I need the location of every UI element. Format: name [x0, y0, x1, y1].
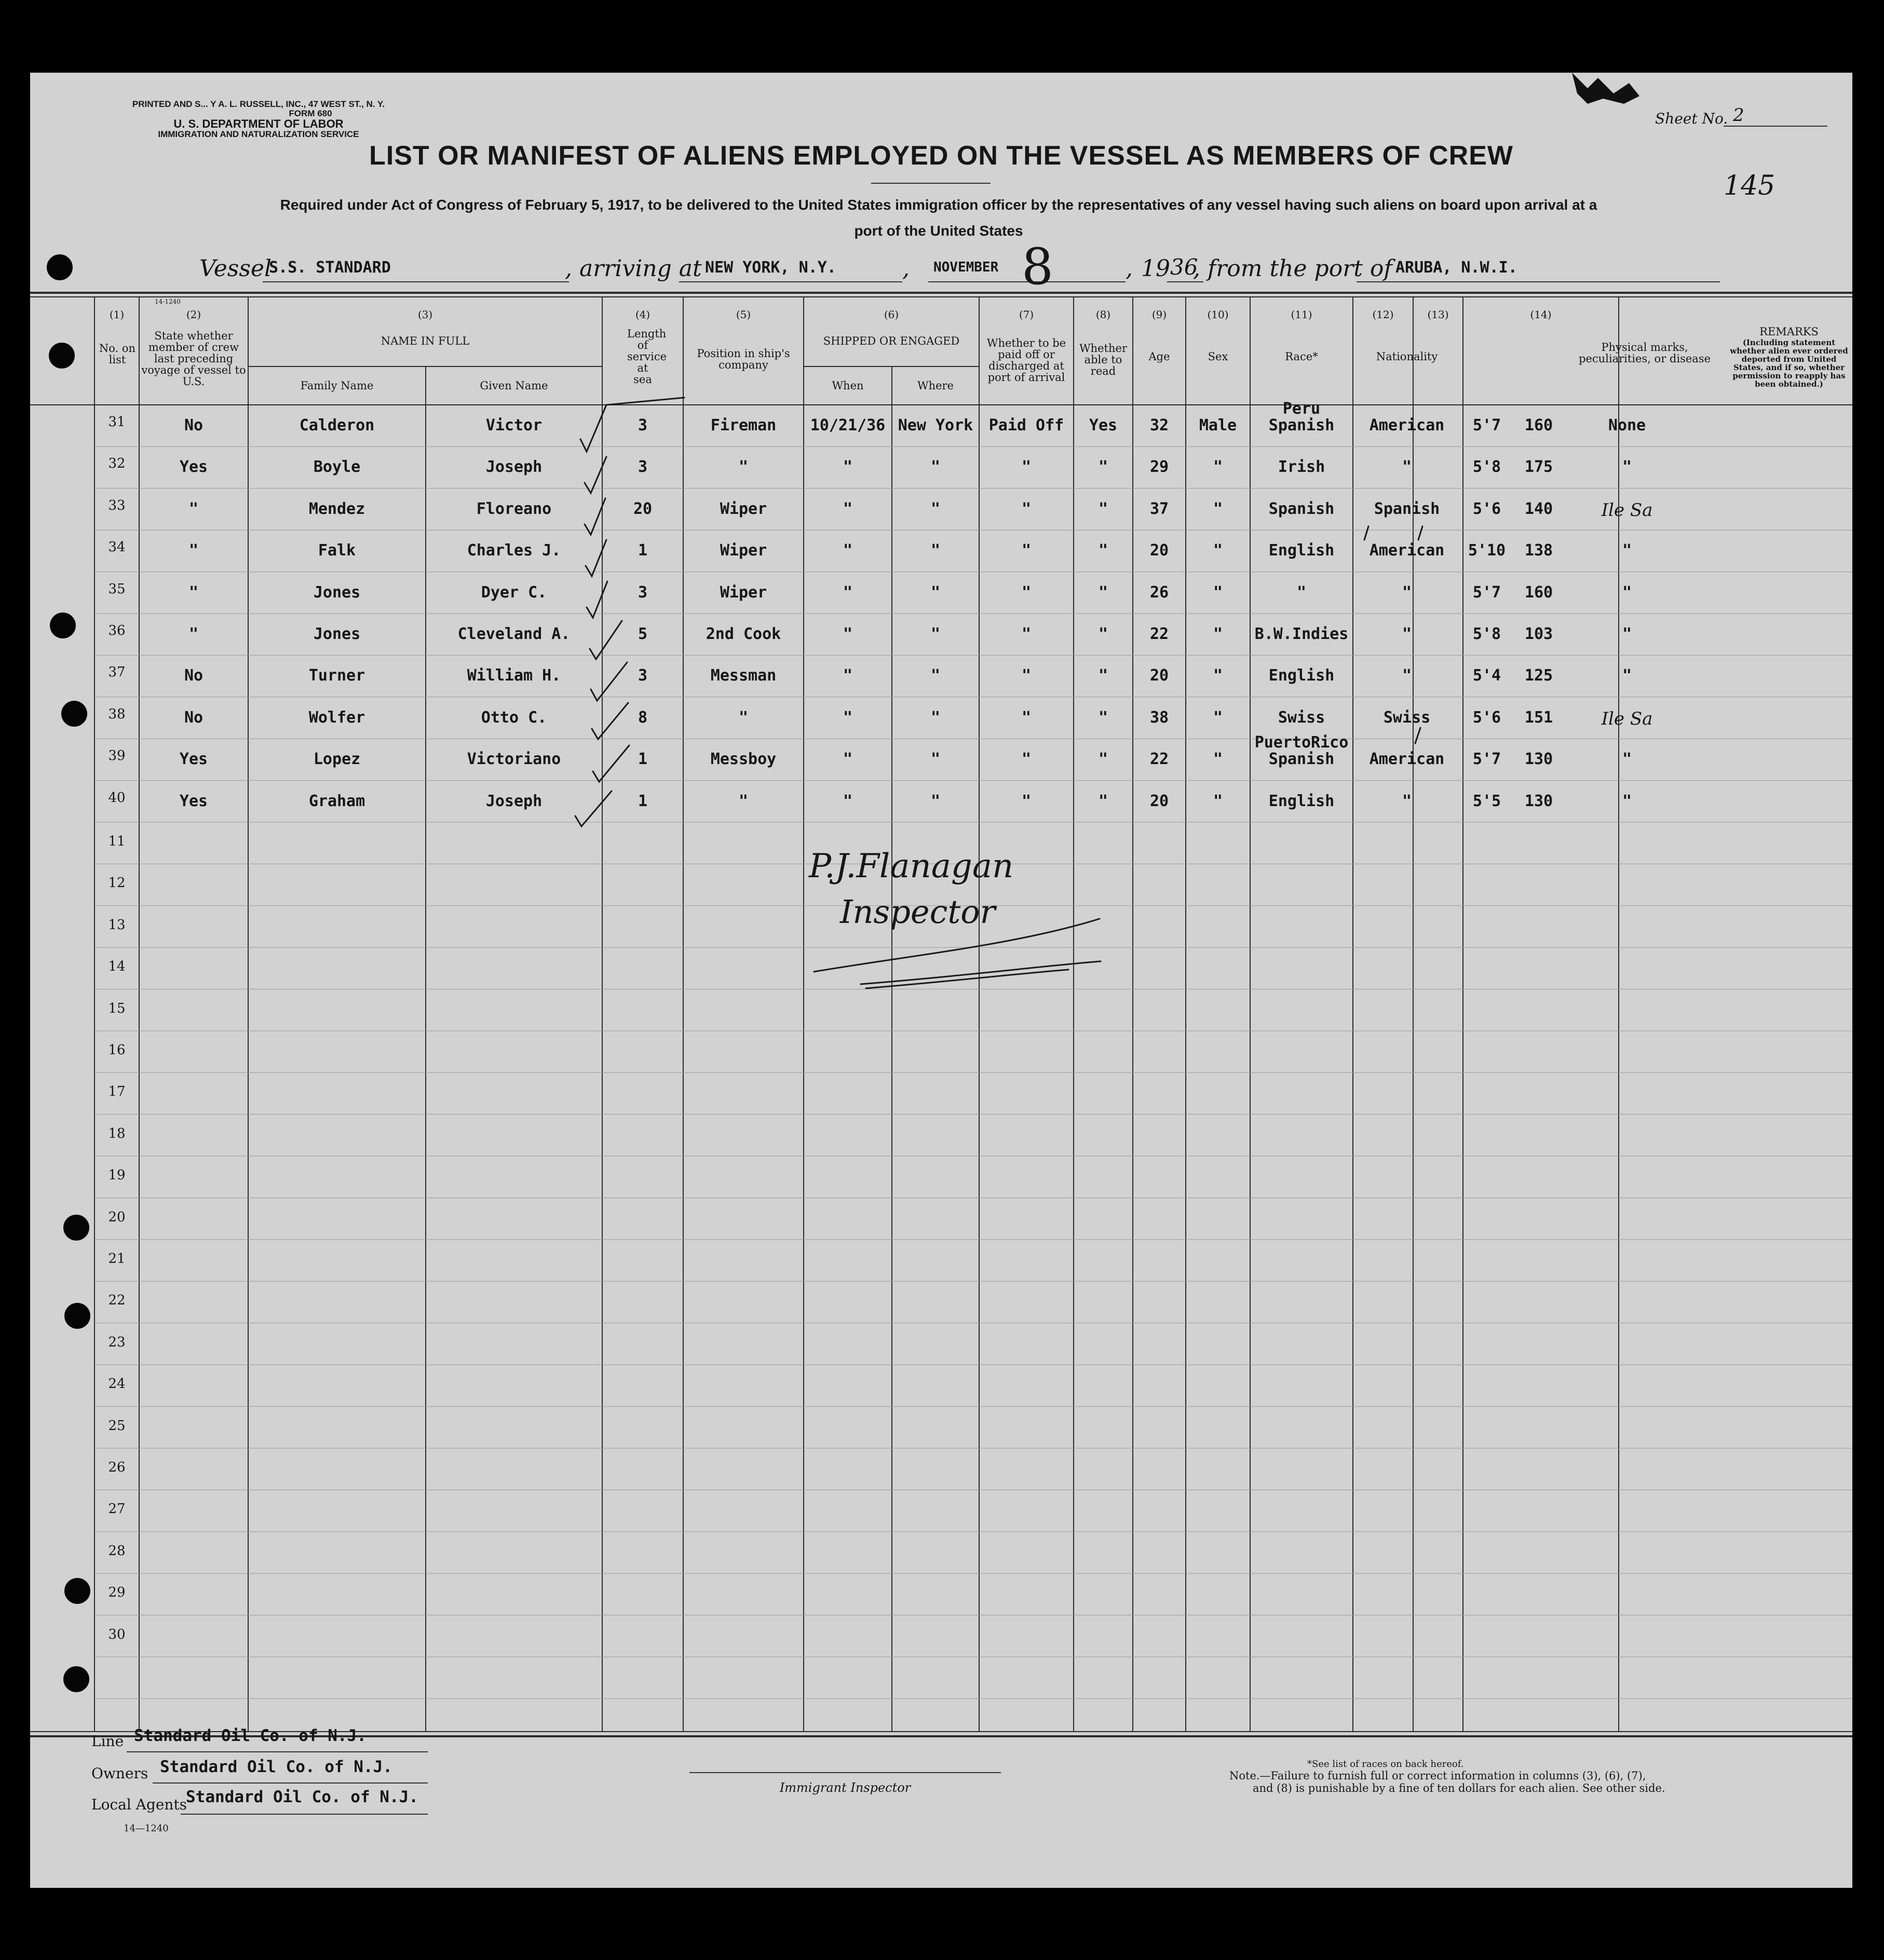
form-code: 14—1240: [124, 1823, 169, 1834]
service-length: 3: [638, 458, 648, 477]
col-num-13: (13): [1427, 308, 1449, 321]
given-name: Dyer C.: [481, 583, 547, 602]
form-code-top: 14-1240: [155, 298, 181, 305]
physical-marks: ": [1622, 583, 1632, 602]
col-num-10: (10): [1207, 308, 1229, 321]
punch-hole: [63, 1215, 89, 1241]
paid-off: ": [1021, 792, 1032, 810]
age: 32: [1149, 416, 1169, 434]
empty-row-number: 27: [108, 1501, 126, 1517]
port-underline: [1357, 281, 1720, 282]
punch-hole: [47, 254, 73, 280]
family-name: Wolfer: [308, 708, 365, 727]
paid-off: ": [1021, 666, 1032, 685]
age: 29: [1149, 458, 1169, 477]
empty-row-number: 16: [108, 1042, 126, 1058]
header-physical: Physical marks, peculiarities, or disease: [1578, 341, 1711, 365]
physical-marks: ": [1622, 666, 1632, 685]
weight: 138: [1524, 541, 1553, 560]
height: 5'10: [1468, 541, 1506, 560]
row-number: 37: [108, 664, 126, 680]
ship-position: Wiper: [720, 583, 767, 602]
comma: ,: [902, 255, 910, 282]
inspector-label: Immigrant Inspector: [779, 1780, 911, 1795]
given-name: Joseph: [485, 792, 543, 810]
header-remarks-note: (Including statement whether alien ever ordered deported from United States, and if so, whether permission to reapply has been obtained.): [1730, 338, 1848, 389]
shipped-where: ": [930, 708, 941, 727]
empty-row-number: 15: [108, 1000, 126, 1016]
family-name: Boyle: [313, 458, 361, 477]
nationality: Spanish: [1374, 499, 1440, 518]
col-num-4: (4): [635, 308, 650, 321]
shipped-where: ": [930, 541, 941, 560]
weight: 160: [1524, 416, 1553, 434]
shipped-when: 10/21/36: [810, 416, 886, 434]
sheet-label: Sheet No.: [1655, 110, 1728, 127]
shipped-when: ": [843, 541, 853, 560]
age: 20: [1149, 541, 1169, 560]
header-name-in-full: NAME IN FULL: [381, 335, 470, 347]
page-number: 145: [1724, 170, 1775, 201]
weight: 130: [1524, 792, 1553, 810]
physical-marks: Ile Sa: [1601, 499, 1653, 521]
race: English: [1268, 541, 1335, 560]
empty-row-number: 14: [108, 959, 126, 975]
able-read: Yes: [1089, 416, 1118, 434]
page-title: LIST OR MANIFEST OF ALIENS EMPLOYED ON THE VESSEL AS MEMBERS OF CREW: [369, 141, 1513, 171]
row-number: 33: [108, 497, 126, 513]
member-status: ": [188, 625, 199, 643]
col-num-14: (14): [1530, 308, 1552, 321]
empty-row-number: 19: [108, 1167, 126, 1183]
departure-port: ARUBA, N.W.I.: [1395, 258, 1517, 277]
service: IMMIGRATION AND NATURALIZATION SERVICE: [158, 129, 359, 139]
header-position: Position in ship's company: [697, 347, 790, 371]
header-race: Race*: [1285, 350, 1318, 363]
able-read: ": [1098, 666, 1108, 685]
ship-position: ": [738, 458, 749, 477]
empty-row-number: 30: [108, 1626, 126, 1642]
header-member-state: State whether member of crew last preceding voyage of vessel to U.S.: [141, 330, 246, 388]
line-label: Line: [91, 1733, 124, 1750]
weight: 151: [1524, 708, 1553, 727]
arrival-month: NOVEMBER: [933, 260, 999, 275]
shipped-when: ": [843, 666, 853, 685]
title-rule: [871, 183, 991, 184]
family-name: Calderon: [299, 416, 375, 434]
footer-note-2: and (8) is punishable by a fine of ten dollars for each alien. See other side.: [1253, 1782, 1665, 1794]
sex: Male: [1199, 416, 1237, 434]
shipped-where: ": [930, 458, 941, 477]
header-sex: Sex: [1208, 350, 1228, 363]
sex: ": [1213, 708, 1223, 727]
manifest-sheet: [30, 73, 1852, 1888]
family-name: Falk: [318, 541, 356, 560]
header-family-name: Family Name: [300, 379, 374, 392]
shipped-when: ": [843, 708, 853, 727]
empty-row-number: 26: [108, 1460, 126, 1475]
age: 22: [1149, 750, 1169, 769]
sex: ": [1213, 666, 1223, 685]
empty-row-number: 11: [108, 834, 126, 849]
comma-2: ,: [1126, 255, 1133, 282]
header-paid-off: Whether to be paid off or discharged at port of arrival: [986, 337, 1066, 384]
paid-off: ": [1021, 458, 1032, 477]
member-status: Yes: [179, 750, 208, 769]
empty-row-number: 18: [108, 1125, 126, 1141]
service-length: 1: [638, 750, 648, 769]
inspector-signature-name: P.J.Flanagan: [809, 847, 1014, 886]
col-num-6: (6): [884, 308, 899, 321]
physical-marks: ": [1622, 625, 1632, 643]
header-where: Where: [917, 379, 954, 392]
height: 5'4: [1472, 666, 1501, 685]
shipped-when: ": [843, 458, 853, 477]
service-length: 8: [638, 708, 648, 727]
empty-row-number: 12: [108, 875, 126, 891]
sex: ": [1213, 541, 1223, 560]
able-read: ": [1098, 750, 1108, 769]
punch-hole: [64, 1303, 90, 1329]
row-number: 34: [108, 539, 126, 555]
arriving-underline: [679, 281, 902, 282]
able-read: ": [1098, 792, 1108, 810]
able-read: ": [1098, 458, 1108, 477]
inspector-signature-title: Inspector: [840, 893, 996, 931]
empty-row-number: 25: [108, 1418, 126, 1434]
age: 37: [1149, 499, 1169, 518]
given-name: Victor: [485, 416, 543, 434]
arriving-port: NEW YORK, N.Y.: [705, 258, 836, 277]
shipped-where: ": [930, 583, 941, 602]
printer-block: [77, 100, 440, 139]
agents-underline: [181, 1814, 428, 1815]
col-num-2: (2): [186, 308, 201, 321]
given-name: Cleveland A.: [457, 625, 571, 643]
ship-position: Messboy: [710, 750, 777, 769]
service-length: 3: [638, 583, 648, 602]
footer-note-1: Note.—Failure to furnish full or correct information in columns (3), (6), (7),: [1229, 1770, 1646, 1782]
year-prefix: 19: [1141, 255, 1170, 282]
height: 5'7: [1472, 583, 1501, 602]
nationality: ": [1402, 458, 1412, 477]
height: 5'6: [1472, 708, 1501, 727]
physical-marks: ": [1622, 541, 1632, 560]
line-value: Standard Oil Co. of N.J.: [134, 1726, 367, 1745]
line-underline: [127, 1751, 428, 1752]
family-name: Turner: [308, 666, 365, 685]
paid-off: Paid Off: [988, 416, 1064, 434]
agents-value: Standard Oil Co. of N.J.: [186, 1788, 418, 1806]
empty-row-number: 21: [108, 1251, 126, 1267]
able-read: ": [1098, 583, 1108, 602]
weight: 140: [1524, 499, 1553, 518]
nationality: American: [1369, 541, 1445, 560]
sex: ": [1213, 583, 1223, 602]
able-read: ": [1098, 499, 1108, 518]
member-status: ": [188, 541, 199, 560]
from-port-label: , from the port of: [1193, 255, 1392, 282]
height: 5'8: [1472, 458, 1501, 477]
member-status: No: [184, 666, 204, 685]
punch-hole: [49, 343, 75, 369]
arriving-label: , arriving at: [565, 255, 702, 282]
header-able-read: Whether able to read: [1079, 342, 1127, 377]
sheet-number: 2: [1733, 105, 1744, 126]
nationality: American: [1369, 750, 1445, 769]
shipped-where: ": [930, 750, 941, 769]
header-shipped: SHIPPED OR ENGAGED: [823, 335, 960, 347]
paid-off: ": [1021, 750, 1032, 769]
form-number: FORM 680: [289, 108, 332, 118]
empty-row-number: 20: [108, 1209, 126, 1225]
given-name: William H.: [467, 666, 561, 685]
service-length: 1: [638, 541, 648, 560]
age: 26: [1149, 583, 1169, 602]
subtitle-line-1: Required under Act of Congress of February 5, 1917, to be delivered to the United States immigration officer by the representatives of any vessel having such aliens on board upon arrival at a: [280, 197, 1597, 213]
printer-line: PRINTED AND S... Y A. L. RUSSELL, INC., 47 WEST ST., N. Y.: [132, 99, 385, 109]
inspector-signature-line: [689, 1772, 1001, 1773]
shipped-where: ": [930, 499, 941, 518]
service-length: 1: [638, 792, 648, 810]
header-given-name: Given Name: [480, 379, 548, 392]
given-name: Otto C.: [481, 708, 547, 727]
paid-off: ": [1021, 541, 1032, 560]
punch-hole: [64, 1578, 90, 1604]
height: 5'8: [1472, 625, 1501, 643]
row-number: 40: [108, 790, 126, 806]
subtitle: [160, 192, 1717, 244]
row-number: 36: [108, 623, 126, 638]
row-number: 32: [108, 456, 126, 472]
paid-off: ": [1021, 499, 1032, 518]
col-num-5: (5): [736, 308, 751, 321]
race: B.W.Indies: [1254, 625, 1349, 643]
empty-row-number: 17: [108, 1084, 126, 1100]
col-num-3: (3): [417, 308, 433, 321]
ship-position: Wiper: [720, 541, 767, 560]
age: 22: [1149, 625, 1169, 643]
able-read: ": [1098, 708, 1108, 727]
physical-marks: ": [1622, 750, 1632, 769]
department: U. S. DEPARTMENT OF LABOR: [173, 117, 344, 130]
owners-value: Standard Oil Co. of N.J.: [160, 1758, 392, 1776]
physical-marks: ": [1622, 792, 1632, 810]
ship-position: ": [738, 708, 749, 727]
race-origin: PuertoRico: [1254, 733, 1349, 752]
empty-row-number: 13: [108, 917, 126, 933]
weight: 130: [1524, 750, 1553, 769]
shipped-when: ": [843, 583, 853, 602]
empty-row-number: 24: [108, 1376, 126, 1392]
col-num-8: (8): [1095, 308, 1111, 321]
shipped-where: New York: [898, 416, 973, 434]
col-num-9: (9): [1151, 308, 1167, 321]
race: Spanish: [1268, 499, 1335, 518]
race: English: [1268, 666, 1335, 685]
shipped-when: ": [843, 499, 853, 518]
col-num-1: (1): [109, 308, 125, 321]
physical-marks: None: [1608, 416, 1646, 434]
able-read: ": [1098, 541, 1108, 560]
member-status: No: [184, 708, 204, 727]
row-number: 35: [108, 581, 126, 597]
punch-hole: [63, 1666, 89, 1692]
shipped-when: ": [843, 625, 853, 643]
shipped-where: ": [930, 666, 941, 685]
family-name: Jones: [313, 583, 361, 602]
nationality: ": [1402, 792, 1412, 810]
paid-off: ": [1021, 625, 1032, 643]
nationality: American: [1369, 416, 1445, 434]
sex: ": [1213, 750, 1223, 769]
shipped-when: ": [843, 750, 853, 769]
height: 5'5: [1472, 792, 1501, 810]
nationality: Swiss: [1383, 708, 1431, 727]
family-name: Lopez: [313, 750, 361, 769]
weight: 103: [1524, 625, 1553, 643]
nationality: ": [1402, 666, 1412, 685]
physical-marks: ": [1622, 458, 1632, 477]
ship-position: Messman: [710, 666, 777, 685]
given-name: Floreano: [476, 499, 552, 518]
given-name: Joseph: [485, 458, 543, 477]
ship-position: 2nd Cook: [706, 625, 781, 643]
ship-position: Fireman: [710, 416, 777, 434]
weight: 125: [1524, 666, 1553, 685]
empty-row-number: 29: [108, 1585, 126, 1601]
punch-hole: [50, 612, 76, 638]
vessel-name: S.S. STANDARD: [269, 258, 391, 277]
owners-label: Owners: [91, 1765, 148, 1782]
given-name: Victoriano: [467, 750, 561, 769]
arrival-day: 8: [1022, 238, 1054, 296]
ship-position: Wiper: [720, 499, 767, 518]
row-number: 38: [108, 706, 126, 722]
family-name: Mendez: [308, 499, 365, 518]
row-number: 39: [108, 748, 126, 764]
member-status: Yes: [179, 792, 208, 810]
vessel-underline: [263, 281, 569, 282]
paid-off: ": [1021, 708, 1032, 727]
family-name: Jones: [313, 625, 361, 643]
header-when: When: [832, 379, 864, 392]
nationality: ": [1402, 583, 1412, 602]
member-status: Yes: [179, 458, 208, 477]
nationality: ": [1402, 625, 1412, 643]
shipped-when: ": [843, 792, 853, 810]
arrival-year: 36: [1170, 254, 1198, 280]
race-origin: Peru: [1282, 400, 1321, 418]
header-no-on-list: No. on list: [99, 342, 136, 366]
given-name: Charles J.: [467, 541, 561, 560]
height: 5'7: [1472, 750, 1501, 769]
race: English: [1268, 792, 1335, 810]
shipped-where: ": [930, 625, 941, 643]
header-remarks: REMARKS: [1759, 325, 1819, 338]
physical-marks: Ile Sa: [1601, 708, 1653, 729]
race: Spanish: [1268, 416, 1335, 434]
race: Swiss: [1278, 708, 1325, 727]
races-note: *See list of races on back hereof.: [1307, 1759, 1464, 1770]
sex: ": [1213, 625, 1223, 643]
member-status: ": [188, 583, 199, 602]
paid-off: ": [1021, 583, 1032, 602]
empty-row-number: 22: [108, 1292, 126, 1309]
empty-row-number: 28: [108, 1543, 126, 1559]
service-length: 5: [638, 625, 648, 643]
punch-hole: [61, 701, 87, 727]
service-length: 3: [638, 666, 648, 685]
col-num-12: (12): [1372, 308, 1394, 321]
height: 5'7: [1472, 416, 1501, 434]
race: Spanish: [1268, 750, 1335, 769]
row-number: 31: [108, 414, 126, 430]
shipped-where: ": [930, 792, 941, 810]
service-length: 20: [633, 499, 653, 518]
weight: 160: [1524, 583, 1553, 602]
col-num-7: (7): [1019, 308, 1034, 321]
subtitle-line-2: port of the United States: [854, 223, 1023, 239]
race: Irish: [1278, 458, 1325, 477]
family-name: Graham: [308, 792, 365, 810]
age: 20: [1149, 666, 1169, 685]
sex: ": [1213, 499, 1223, 518]
service-length: 3: [638, 416, 648, 434]
header-age: Age: [1148, 350, 1170, 363]
header-length-service: Length of service at sea: [627, 328, 667, 386]
sex: ": [1213, 792, 1223, 810]
race: ": [1296, 583, 1307, 602]
weight: 175: [1524, 458, 1553, 477]
col-num-11: (11): [1291, 308, 1312, 321]
vessel-label: Vessel: [199, 255, 272, 282]
ship-position: ": [738, 792, 749, 810]
sheet-number-line: [1724, 126, 1827, 127]
agents-label: Local Agents: [91, 1796, 187, 1813]
sex: ": [1213, 458, 1223, 477]
height: 5'6: [1472, 499, 1501, 518]
age: 20: [1149, 792, 1169, 810]
owners-underline: [153, 1782, 428, 1784]
header-nationality-label: Nationality: [1376, 350, 1438, 363]
age: 38: [1149, 708, 1169, 727]
able-read: ": [1098, 625, 1108, 643]
member-status: ": [188, 499, 199, 518]
empty-row-number: 23: [108, 1334, 126, 1350]
member-status: No: [184, 416, 204, 434]
